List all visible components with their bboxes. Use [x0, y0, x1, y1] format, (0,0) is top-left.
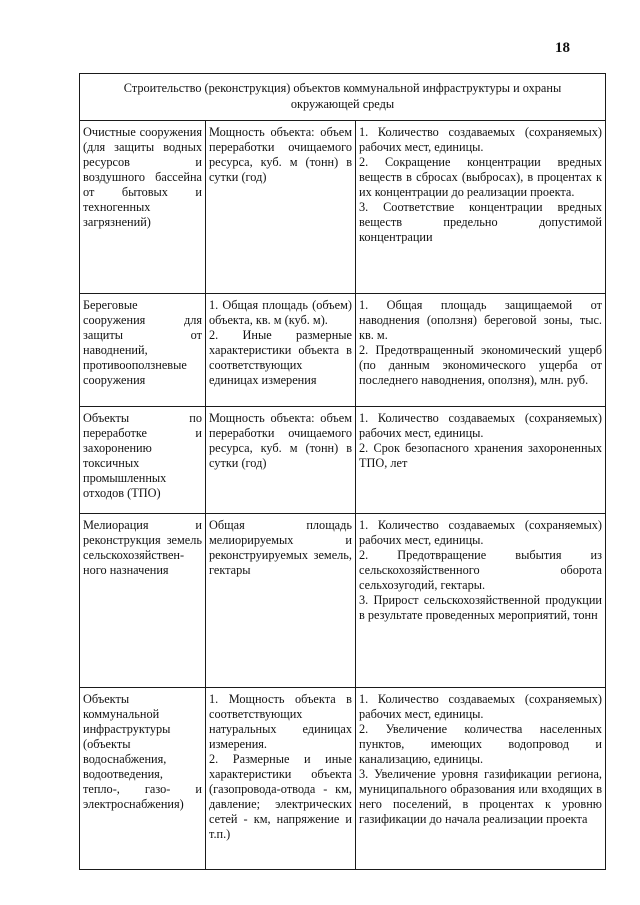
indicator-item: 2. Увеличение количества населенных пунктов, имеющих водопровод и канализацию, единицы.	[359, 722, 602, 766]
table-row	[80, 121, 606, 294]
object-text: Очистные сооружения (для защиты водных ресурсов и воздушного бассейна от бытовых и техногенных загрязнений)	[83, 125, 202, 229]
capacity-cell	[206, 407, 356, 514]
page-number: 18	[555, 40, 570, 56]
indicators-cell	[356, 407, 606, 514]
indicators-cell	[356, 294, 606, 407]
object-text: Береговые сооружения для защиты от наводнений, противооползневые сооружения	[83, 298, 202, 387]
capacity-item: 1. Общая площадь (объем) объекта, кв. м (куб. м).	[209, 298, 352, 327]
indicators-cell	[356, 688, 606, 870]
capacity-item: 1. Мощность объекта в соответствующих натуральных единицах измерения.	[209, 692, 352, 751]
table-row	[80, 294, 606, 407]
capacity-cell	[206, 121, 356, 294]
capacity-item: 2. Размерные и иные характеристики объекта (газопровода-отвода - км, давление; электрических сетей - км, напряжение и т.п.)	[209, 752, 352, 841]
indicator-item: 2. Срок безопасного хранения захороненных ТПО, лет	[359, 441, 602, 470]
object-cell	[80, 688, 206, 870]
indicator-item: 3. Увеличение уровня газификации региона, муниципального образования или входящих в него поселений, в процентах к уровню газификации до начала реализации проекта	[359, 767, 602, 826]
indicator-item: 1. Количество создаваемых (сохраняемых) рабочих мест, единицы.	[359, 518, 602, 547]
indicators-cell	[356, 121, 606, 294]
table-row	[80, 407, 606, 514]
capacity-text: Мощность объекта: объем переработки очищаемого ресурса, куб. м (тонн) в сутки (год)	[209, 411, 352, 470]
capacity-cell	[206, 294, 356, 407]
table-row	[80, 688, 606, 870]
object-text: Объекты коммунальной инфраструктуры (объекты водоснабжения, водоотведения, тепло-, газо- и электроснабжения)	[83, 692, 202, 811]
object-cell	[80, 121, 206, 294]
indicator-item: 1. Количество создаваемых (сохраняемых) рабочих мест, единицы.	[359, 125, 602, 154]
indicator-item: 2. Предотвращенный экономический ущерб (по данным экономического ущерба от последнего наводнения, оползня), млн. руб.	[359, 343, 602, 387]
indicator-item: 3. Прирост сельскохозяйственной продукции в результате проведенных мероприятий, тонн	[359, 593, 602, 622]
object-text: Мелиорация и реконструкция земель сельскохозяйствен-ного назначения	[83, 518, 202, 577]
object-cell	[80, 294, 206, 407]
indicator-item: 3. Соответствие концентрации вредных веществ предельно допустимой концентрации	[359, 200, 602, 244]
indicator-item: 1. Количество создаваемых (сохраняемых) рабочих мест, единицы.	[359, 411, 602, 440]
table-header-row	[80, 74, 606, 121]
indicator-item: 2. Сокращение концентрации вредных веществ в сбросах (выбросах), в процентах к их концентрации до реализации проекта.	[359, 155, 602, 199]
table-row	[80, 514, 606, 688]
object-cell	[80, 407, 206, 514]
capacity-item: 2. Иные размерные характеристики объекта в соответствующих единицах измерения	[209, 328, 352, 387]
indicator-item: 1. Количество создаваемых (сохраняемых) рабочих мест, единицы.	[359, 692, 602, 721]
object-text: Объекты по переработке и захоронению токсичных промышленных отходов (ТПО)	[83, 411, 202, 500]
table-header: Строительство (реконструкция) объектов коммунальной инфраструктуры и охраны окружающей среды	[80, 74, 606, 121]
indicator-item: 2. Предотвращение выбытия из сельскохозяйственного оборота сельхозугодий, гектары.	[359, 548, 602, 592]
capacity-cell	[206, 514, 356, 688]
object-cell	[80, 514, 206, 688]
capacity-text: Мощность объекта: объем переработки очищаемого ресурса, куб. м (тонн) в сутки (год)	[209, 125, 352, 184]
indicator-item: 1. Общая площадь защищаемой от наводнения (оползня) береговой зоны, тыс. кв. м.	[359, 298, 602, 342]
capacity-cell	[206, 688, 356, 870]
capacity-text: Общая площадь мелиорируемых и реконструируемых земель, гектары	[209, 518, 352, 577]
indicators-cell	[356, 514, 606, 688]
indicators-table	[79, 73, 606, 870]
